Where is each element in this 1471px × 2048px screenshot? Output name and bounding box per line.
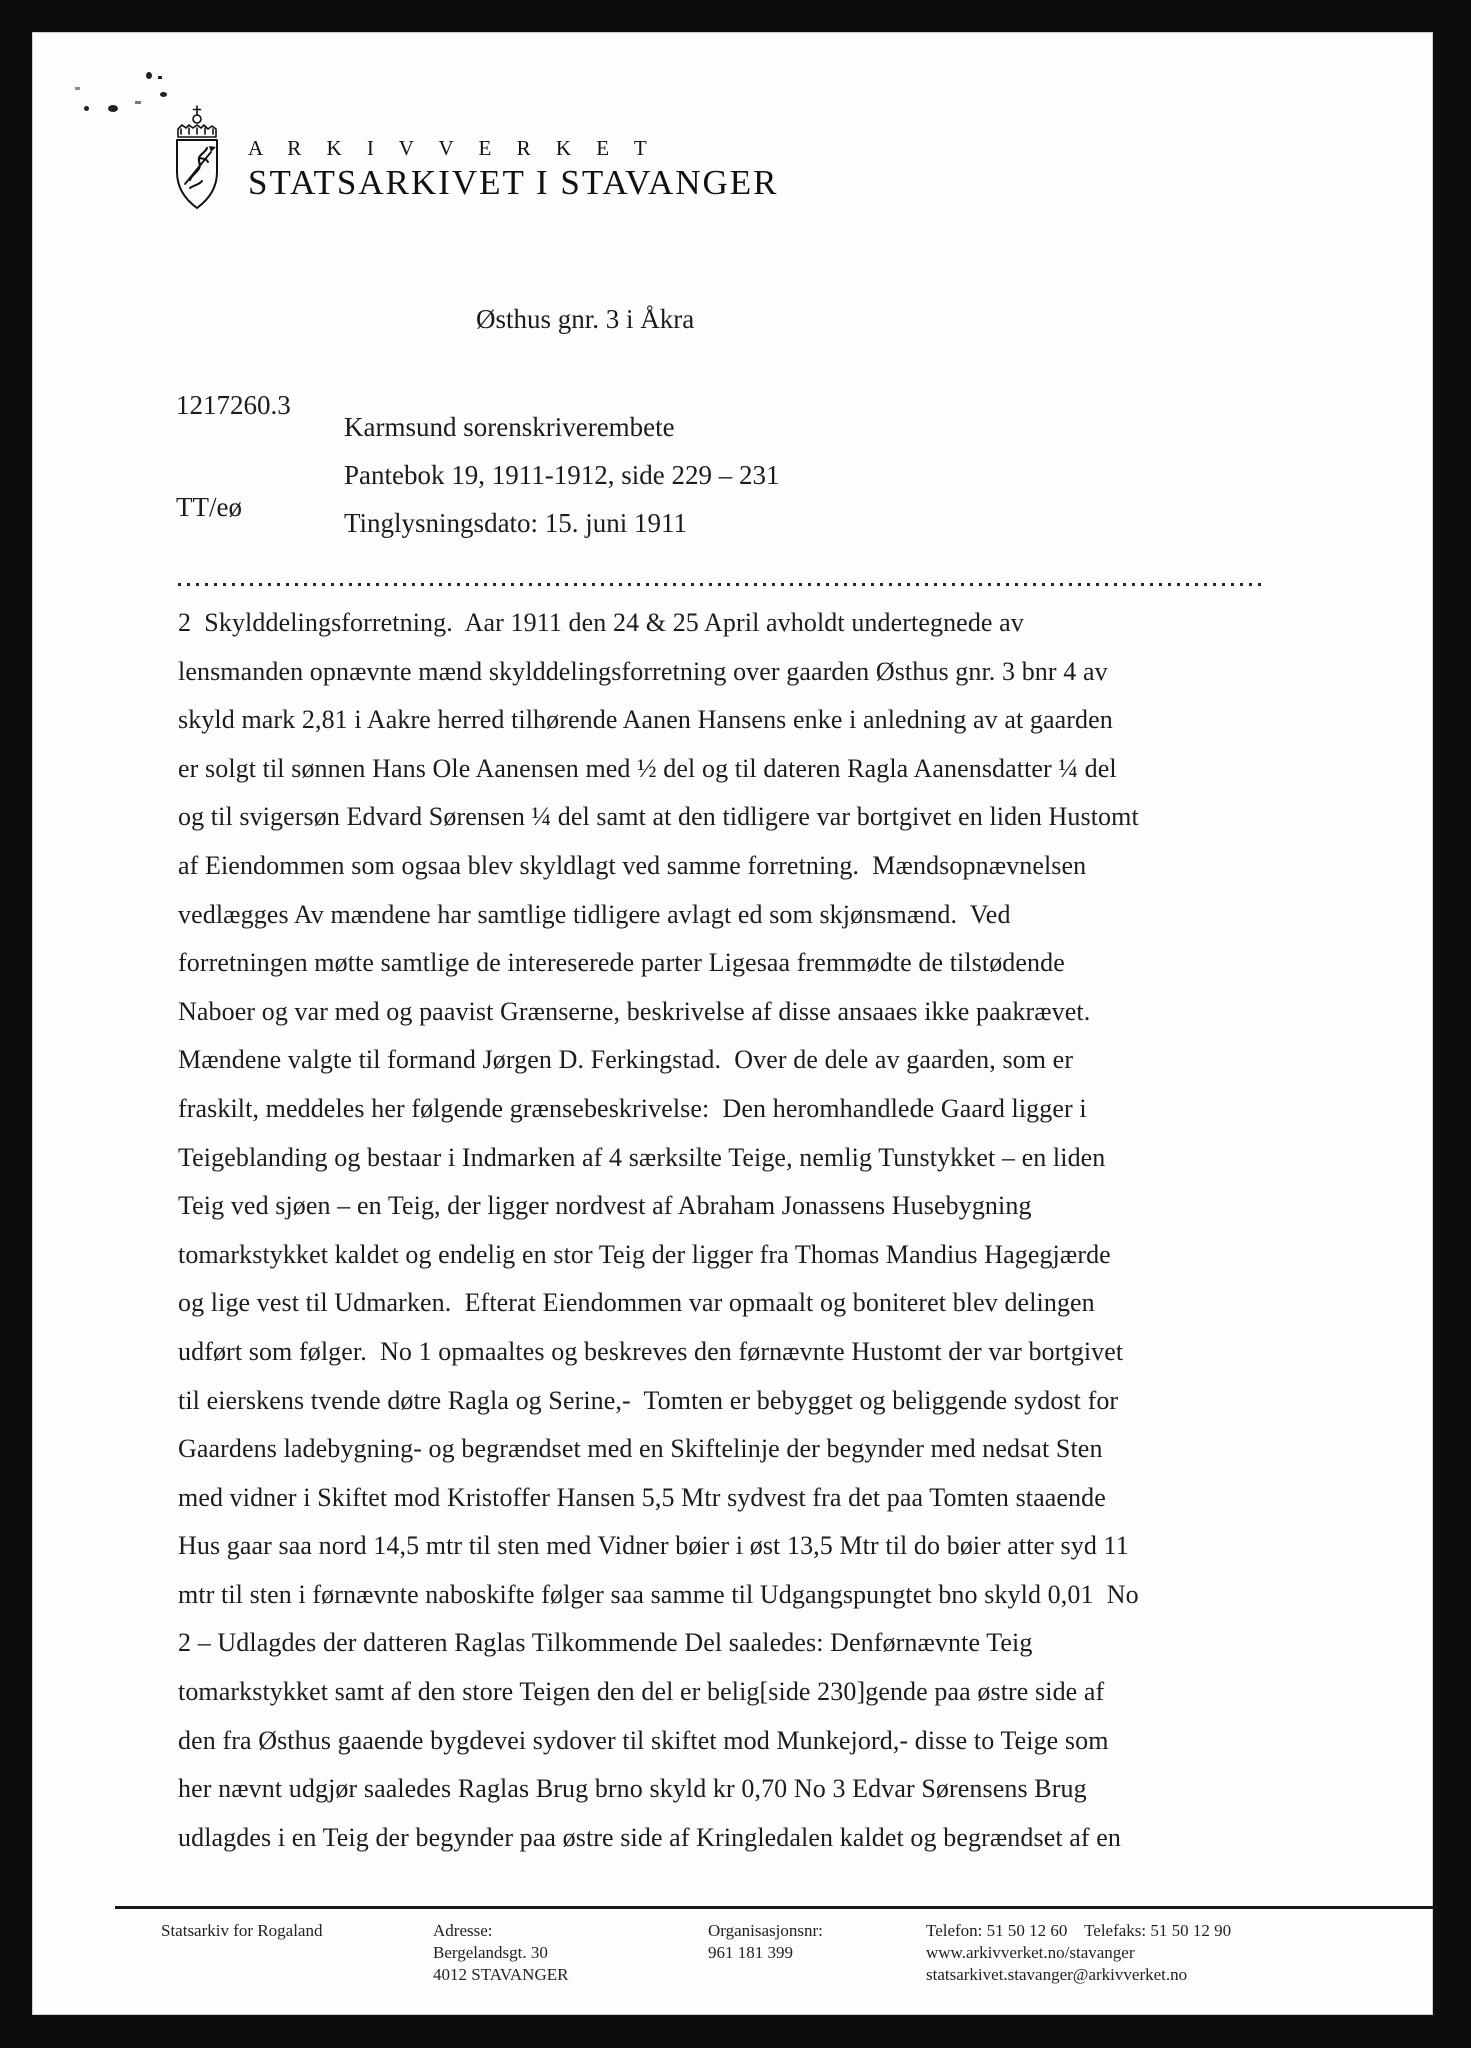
body-text-line: mtr til sten i førnævnte naboskifte følger saa samme til Udgangspungtet bno skyld 0,01 No [178, 1579, 1139, 1609]
footer-contact-column [926, 1920, 1231, 1986]
footer-separator [115, 1906, 1437, 1909]
footer-address-street: Bergelandsgt. 30 [433, 1943, 548, 1962]
body-text-line: og til svigersøn Edvard Sørensen ¼ del samt at den tidligere var bortgivet en liden Hustomt [178, 802, 1139, 832]
body-text-line: Hus gaar saa nord 14,5 mtr til sten med Vidner bøier i øst 13,5 Mtr til do bøier atter syd 11 [178, 1531, 1129, 1561]
footer-address-column [433, 1920, 568, 1986]
transcription-body [178, 608, 1308, 1871]
footer-website: www.arkivverket.no/stavanger [926, 1943, 1135, 1962]
case-number: 1217260.3 [176, 390, 291, 420]
source-book: Pantebok 19, 1911-1912, side 229 – 231 [344, 460, 780, 490]
body-text-line: Mændene valgte til formand Jørgen D. Ferkingstad. Over de dele av gaarden, som er [178, 1045, 1074, 1075]
footer-region-column [161, 1920, 322, 1942]
body-text-line: udlagdes i en Teig der begynder paa østre side af Kringledalen kaldet og begrændset af en [178, 1822, 1121, 1852]
body-text-line: fraskilt, meddeles her følgende grænsebeskrivelse: Den heromhandlede Gaard ligger i [178, 1093, 1087, 1123]
body-text-line: med vidner i Skiftet mod Kristoffer Hansen 5,5 Mtr sydvest fra det paa Tomten staaende [178, 1482, 1106, 1512]
dotted-separator [178, 583, 1266, 586]
ink-speck [75, 87, 80, 90]
body-text-line: af Eiendommen som ogsaa blev skyldlagt ved samme forretning. Mændsopnævnelsen [178, 850, 1087, 880]
footer-orgnr-column [708, 1920, 823, 1964]
letterhead [248, 136, 779, 203]
reference-initials: TT/eø [176, 492, 242, 522]
office-name: STATSARKIVET I STAVANGER [248, 163, 779, 202]
body-text-line: Gaardens ladebygning- og begrændset med en Skiftelinje der begynder med nedsat Sten [178, 1434, 1103, 1464]
body-text-line: til eierskens tvende døtre Ragla og Serine,- Tomten er bebygget og beliggende sydost for [178, 1385, 1119, 1415]
footer-orgnr: 961 181 399 [708, 1943, 793, 1962]
body-text-line: tomarkstykket kaldet og endelig en stor Teig der ligger fra Thomas Mandius Hagegjærde [178, 1239, 1111, 1269]
subject-line: Østhus gnr. 3 i Åkra [476, 304, 695, 334]
body-text-line: er solgt til sønnen Hans Ole Aanensen med ½ del og til dateren Ragla Aanensdatter ¼ del [178, 753, 1117, 783]
body-text-line: udført som følger. No 1 opmaaltes og beskreves den førnævnte Hustomt der var bortgivet [178, 1336, 1124, 1366]
footer-phone-fax: Telefon: 51 50 12 60 Telefaks: 51 50 12 90 [926, 1921, 1232, 1940]
body-text-line: 2 – Udlagdes der datteren Raglas Tilkommende Del saaledes: Denførnævnte Teig [178, 1628, 1033, 1658]
footer-address-label: Adresse: [433, 1921, 493, 1940]
body-text-line: lensmanden opnævnte mænd skylddelingsforretning over gaarden Østhus gnr. 3 bnr 4 av [178, 656, 1108, 686]
document-page [32, 32, 1433, 2015]
body-text-line: tomarkstykket samt af den store Teigen den del er belig[side 230]gende paa østre side af [178, 1677, 1105, 1707]
body-text-line: Teigeblanding og bestaar i Indmarken af 4 særksilte Teige, nemlig Tunstykket – en liden [178, 1142, 1106, 1172]
org-name: A R K I V V E R K E T [248, 136, 657, 160]
body-text-line: den fra Østhus gaaende bygdevei sydover til skiftet mod Munkejord,- disse to Teige som [178, 1725, 1109, 1755]
body-text-line: Teig ved sjøen – en Teig, der ligger nordvest af Abraham Jonassens Husebygning [178, 1191, 1032, 1221]
ink-speck [158, 76, 162, 79]
footer-email: statsarkivet.stavanger@arkivverket.no [926, 1965, 1188, 1984]
ink-speck [135, 101, 141, 104]
reference-block [176, 320, 291, 592]
footer-address-city: 4012 STAVANGER [433, 1965, 569, 1984]
body-text-line: og lige vest til Udmarken. Efterat Eiendommen var opmaalt og boniteret blev delingen [178, 1288, 1095, 1318]
footer-orgnr-label: Organisasjonsnr: [708, 1921, 823, 1940]
ink-speck [84, 106, 89, 111]
source-registration-date: Tinglysningsdato: 15. juni 1911 [344, 508, 688, 538]
ink-speck [146, 72, 152, 79]
body-text-line: vedlægges Av mændene har samtlige tidligere avlagt ed som skjønsmænd. Ved [178, 899, 1011, 929]
ink-speck [108, 105, 118, 112]
ink-speck [160, 92, 167, 97]
coat-of-arms-icon [163, 104, 231, 216]
body-text-line: forretningen møtte samtlige de intereserede parter Ligesaa fremmødte de tilstødende [178, 948, 1065, 978]
body-text-line: Naboer og var med og paavist Grænserne, beskrivelse af disse ansaaes ikke paakrævet. [178, 996, 1091, 1026]
body-text-line: her nævnt udgjør saaledes Raglas Brug brno skyld kr 0,70 No 3 Edvar Sørensens Brug [178, 1774, 1087, 1804]
body-text-line: skyld mark 2,81 i Aakre herred tilhørende Aanen Hansens enke i anledning av at gaarden [178, 705, 1113, 735]
body-text-line: 2 Skylddelingsforretning. Aar 1911 den 24 & 25 April avholdt undertegnede av [178, 608, 1024, 637]
source-metadata [344, 412, 779, 556]
source-court: Karmsund sorenskriverembete [344, 412, 675, 442]
footer-region: Statsarkiv for Rogaland [161, 1921, 323, 1940]
